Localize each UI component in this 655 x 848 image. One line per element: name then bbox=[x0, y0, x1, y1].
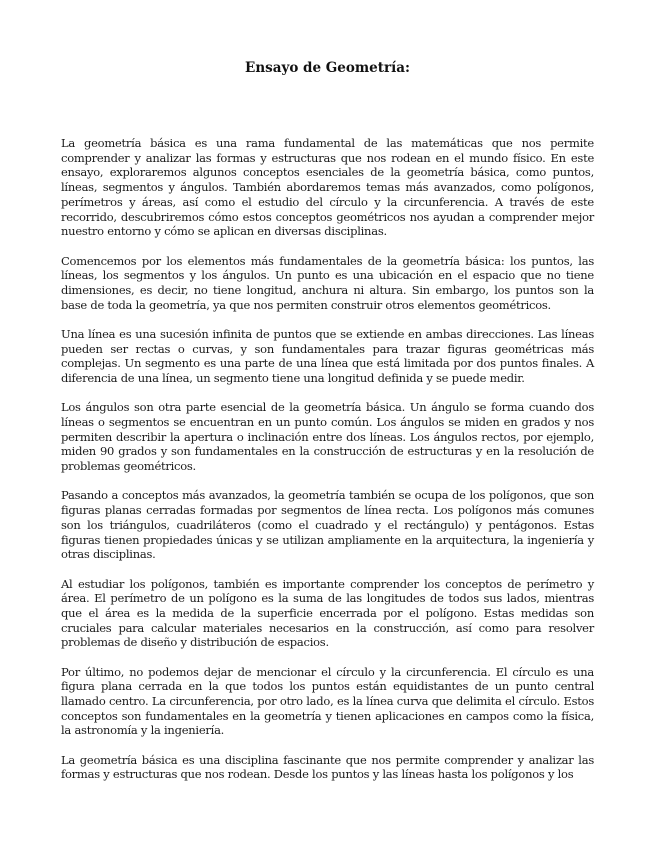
paragraph: La geometría básica es una rama fundamental de las matemáticas que nos permite comprender y analizar las formas y estructuras que nos rodean en el mundo físico. En este ensayo, exploraremos algunos conceptos esenciales de la geometría básica, como puntos, líneas, segmentos y ángulos. También abordaremos temas más avanzados, como polígonos, perímetros y áreas, así como el estudio del círculo y la circunferencia. A través de este recorrido, descubriremos cómo estos conceptos geométricos nos ayudan a comprender mejor nuestro entorno y cómo se aplican en diversas disciplinas. bbox=[61, 136, 594, 239]
paragraph: Por último, no podemos dejar de mencionar el círculo y la circunferencia. El círculo es una figura plana cerrada en la que todos los puntos están equidistantes de un punto central llamado centro. La circunferencia, por otro lado, es la línea curva que delimita el círculo. Estos conceptos son fundamentales en la geometría y tienen aplicaciones en campos como la física, la astronomía y la ingeniería. bbox=[61, 664, 594, 738]
paragraph: Una línea es una sucesión infinita de puntos que se extiende en ambas direcciones. Las líneas pueden ser rectas o curvas, y son fundamentales para trazar figuras geométricas más complejas. Un segmento es una parte de una línea que está limitada por dos puntos finales. A diferencia de una línea, un segmento tiene una longitud definida y se puede medir. bbox=[61, 326, 594, 386]
paragraph: Al estudiar los polígonos, también es importante comprender los conceptos de perímetro y área. El perímetro de un polígono es la suma de las longitudes de todos sus lados, mientras que el área es la medida de la superficie encerrada por el polígono. Estas medidas son cruciales para calcular materiales necesarios en la construcción, así como para resolver problemas de diseño y distribución de espacios. bbox=[61, 576, 594, 650]
paragraph: Los ángulos son otra parte esencial de la geometría básica. Un ángulo se forma cuando dos líneas o segmentos se encuentran en un punto común. Los ángulos se miden en grados y nos permiten describir la apertura o inclinación entre dos líneas. Los ángulos rectos, por ejemplo, miden 90 grados y son fundamentales en la construcción de estructuras y en la resolución de problemas geométricos. bbox=[61, 400, 594, 474]
document-title: Ensayo de Geometría: bbox=[245, 60, 410, 76]
paragraph: Pasando a conceptos más avanzados, la geometría también se ocupa de los polígonos, que son figuras planas cerradas formadas por segmentos de línea recta. Los polígonos más comunes son los triángulos, cuadriláteros (como el cuadrado y el rectángulo) y pentágonos. Estas figuras tienen propiedades únicas y se utilizan ampliamente en la arquitectura, la ingeniería y otras disciplinas. bbox=[61, 488, 594, 562]
paragraph: La geometría básica es una disciplina fascinante que nos permite comprender y analizar las formas y estructuras que nos rodean. Desde los puntos y las líneas hasta los polígonos y los bbox=[61, 752, 594, 782]
paragraph: Comencemos por los elementos más fundamentales de la geometría básica: los puntos, las líneas, los segmentos y los ángulos. Un punto es una ubicación en el espacio que no tiene dimensiones, es decir, no tiene longitud, anchura ni altura. Sin embargo, los puntos son la base de toda la geometría, ya que nos permiten construir otros elementos geométricos. bbox=[61, 253, 594, 312]
document-body bbox=[61, 136, 594, 797]
